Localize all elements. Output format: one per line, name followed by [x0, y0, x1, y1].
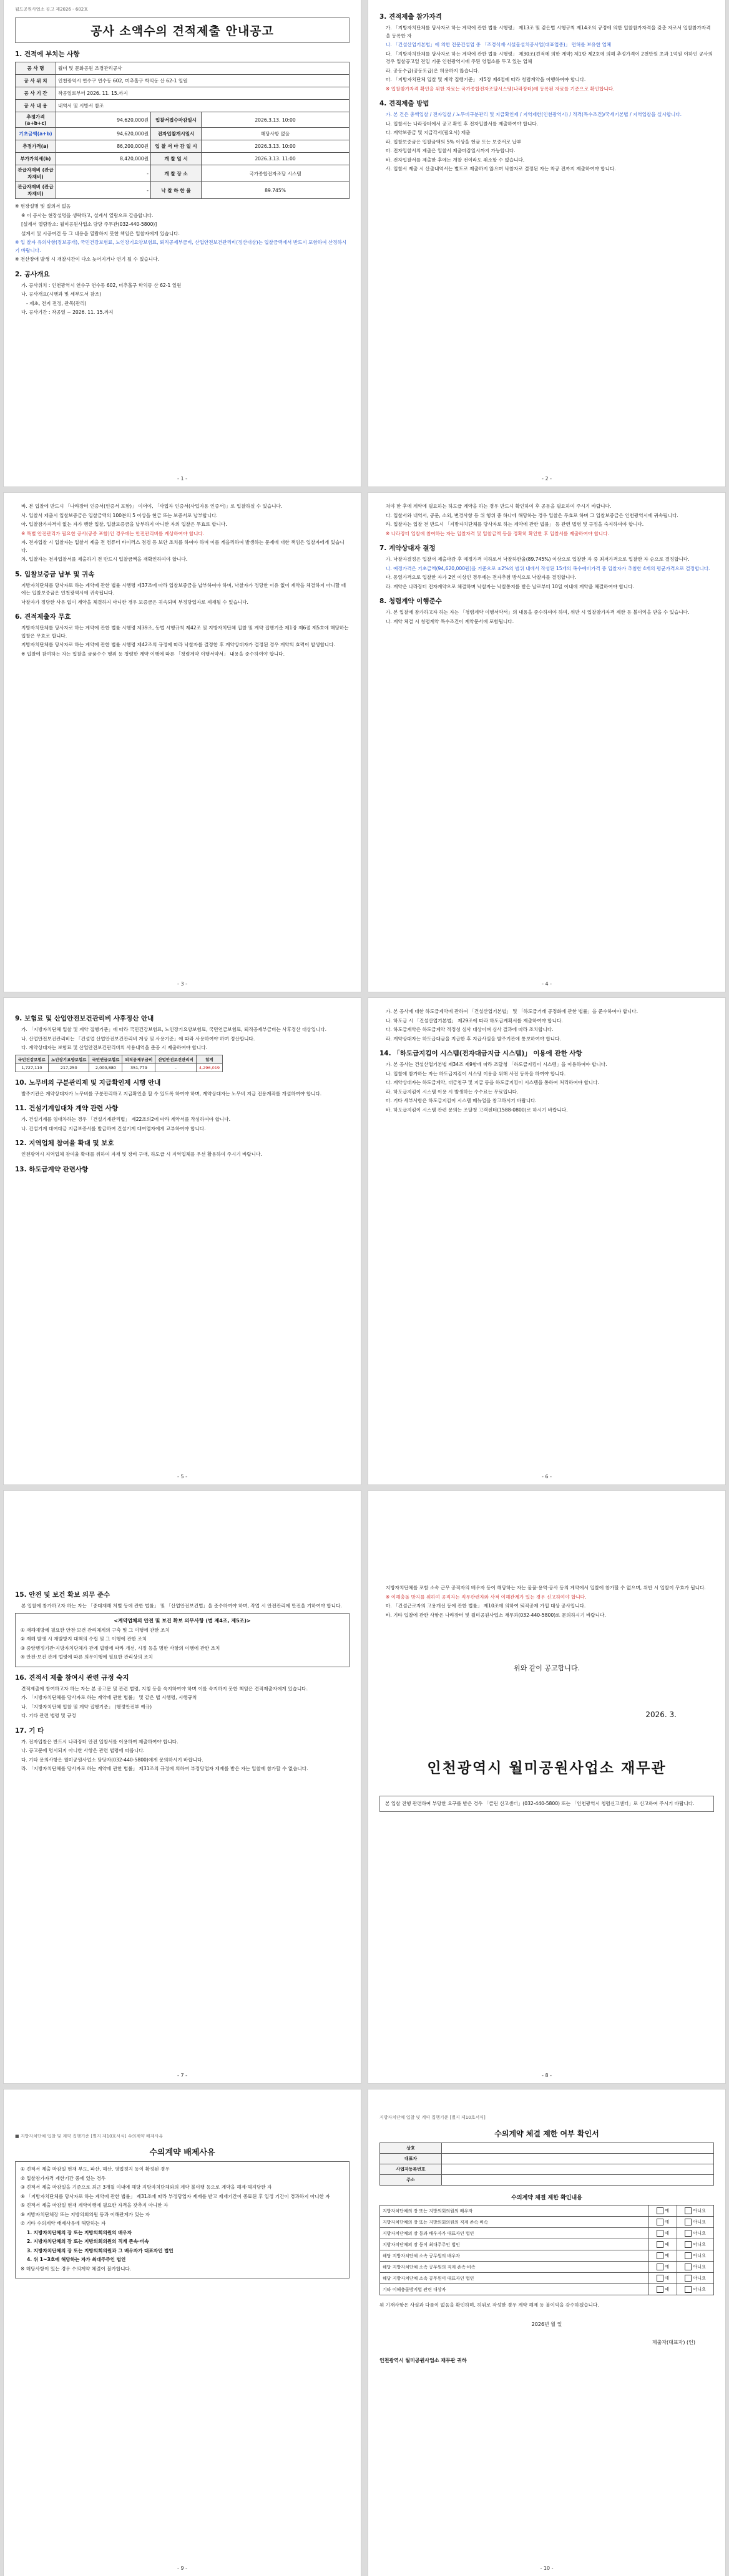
- keeper-item: 마. 기타 세부사항은 하도급지킴이 시스템 매뉴얼을 참고하시기 바랍니다.: [386, 1098, 537, 1103]
- check-table: [379, 2205, 714, 2295]
- method-item: 마. 전자입찰서의 제출은 입찰서 제출마감일시까지 가능합니다.: [386, 148, 516, 153]
- yes-checkbox[interactable]: [649, 2250, 677, 2262]
- bid-item: 라. 입찰자는 입찰 전 반드시 「지방자치단체를 당사자로 하는 계약에 관한 법률」 등 관련 법령 및 규정을 숙지하여야 합니다.: [386, 521, 644, 527]
- cell-value: 국가종합전자조달 시스템: [202, 165, 350, 182]
- etc-item: 라. 「지방자치단체를 당사자로 하는 계약에 관한 법률」 제31조의 규정에 의하여 부정당업자 제재를 받은 자는 입찰에 참가할 수 없습니다.: [21, 1766, 308, 1771]
- section-4-title: 4. 견적제출 방법: [379, 100, 429, 107]
- invalid-item: 지방자치단체를 당사자로 하는 계약에 관한 법률 시행령 제39조, 동법 시행규칙 제42조 및 지방자치단체 입찰 및 계약 집행기준 제1장 제6절 제5호에 해당하는 입찰은 무효로 합니다.: [21, 625, 349, 639]
- subcontract-item: 가. 본 공사에 대한 하도급계약에 관하여 「건설산업기본법」 및 「하도급거래 공정화에 관한 법률」을 준수하여야 합니다.: [386, 1009, 638, 1014]
- keeper-item: 가. 본 공사는 건설산업기본법 제34조 제9항에 따라 조달청 「하도급지킴이 시스템」을 이용하여야 합니다.: [386, 1062, 607, 1067]
- deposit-item: 낙찰자가 정당한 사유 없이 계약을 체결하지 아니한 경우 보증금은 귀속되며 부정당업자로 제재될 수 있습니다.: [21, 599, 248, 605]
- overview-item: 나. 공사개요(시행과 및 세부도서 참조): [21, 291, 102, 297]
- etc-item: 지방자치단체를 포함 소속 근무 공직자의 배우자 등이 해당하는 자는 물품·용역·공사 등의 계약에서 입찰에 참가할 수 없으며, 위반 시 입찰이 무효가 됩니다.: [386, 1585, 706, 1591]
- etc-item: 가. 전자입찰은 반드시 나라장터 안전 입찰서를 이용하여 제출하여야 합니다.: [21, 1738, 179, 1745]
- no-label: 아니요: [693, 2264, 706, 2270]
- qualification-item: 다. 「지방자치단체를 당사자로 하는 계약에 관한 법률 시행령」 제30조(견적에 의한 계약) 제1항 제2호에 의해 추정가격이 2천만원 초과 1억원 이하인 공사의 경우 입찰공고일 전일 기준 인천광역시에 주된 영업소를 두고 있는 업체: [386, 51, 713, 64]
- method-item: 나. 입찰서는 나라장터에서 공고 확인 후 전자입찰서를 제출하여야 합니다.: [386, 120, 539, 127]
- section-10-title: 10. 노무비의 구분관리제 및 지급확인제 시행 안내: [15, 1078, 161, 1087]
- no-label: 아니요: [693, 2253, 706, 2259]
- no-label: 아니요: [693, 2208, 706, 2214]
- section-3-title: 3. 견적제출 참가자격: [379, 13, 442, 21]
- page-number: - 10 -: [540, 2565, 554, 2571]
- cell-label: 전자입찰개시일시: [151, 128, 202, 140]
- section-9-title: 9. 보험료 및 산업안전보건관리비 사후정산 안내: [15, 1015, 154, 1022]
- section-14-title: 14. 「하도급지킴이 시스템(전자대금지급 시스템)」 이용에 관한 사항: [379, 1050, 582, 1057]
- field-label: 상호: [380, 2143, 442, 2154]
- duty-item: ④ 안전·보건 관계 법령에 따른 의무이행에 필요한 관리상의 조치: [21, 1654, 153, 1660]
- no-label: 아니요: [693, 2242, 706, 2247]
- check-item: 기타 이해충돌방지법 관련 대상자: [380, 2284, 649, 2295]
- note: 설계서 및 시공여건 등 그 내용을 열람하지 못한 책임은 입찰자에게 있습니다.: [21, 230, 180, 236]
- closing-statement: 위와 같이 공고합니다.: [513, 1664, 580, 1672]
- qualification-item: 라. 공동수급(공동도급)은 허용하지 않습니다.: [386, 67, 480, 74]
- yes-label: 예: [665, 2219, 669, 2225]
- table-cell: 217,250: [48, 1063, 89, 1072]
- exclusion-item: ① 견적서 제출 마감일 현재 부도, 파산, 해산, 영업정지 등이 확정된 경우: [21, 2166, 170, 2172]
- insurance-item: 가. 「지방자치단체 입찰 및 계약 집행기준」에 따라 국민건강보험료, 노인장기요양보험료, 국민연금보험료, 퇴직공제부금비는 사후정산 대상입니다.: [21, 1027, 327, 1032]
- sign-date: 2026년 월 일: [531, 2321, 562, 2327]
- table-header: 합계: [196, 1055, 222, 1063]
- yes-checkbox[interactable]: [649, 2273, 677, 2284]
- cell-label: 공 사 기 간: [16, 87, 56, 100]
- note: ※ 이 공사는 현장설명을 생략하고, 설계서 열람으로 갈음합니다.: [21, 212, 154, 218]
- address-field[interactable]: [442, 2175, 714, 2186]
- qualification-item: ※ 입찰참가자격 확인을 위한 자료는 국가종합전자조달시스템(나라장터)에 등록된 자료를 기준으로 확인합니다.: [386, 85, 615, 92]
- method-item: 바. 전자입찰서를 제출한 후에는 개찰 전이라도 취소할 수 없습니다.: [386, 157, 525, 163]
- page-10: [368, 2089, 725, 2576]
- rules-item: 다. 기타 관련 법령 및 규정: [21, 1713, 76, 1718]
- duty-item: ① 재해예방에 필요한 안전·보건 관리체계의 구축 및 그 이행에 관한 조치: [21, 1627, 170, 1633]
- etc-item: 바. 기타 입찰에 관한 사항은 나라장터 및 월미공원사업소 재무과(032-440-5800)로 문의하시기 바랍니다.: [386, 1612, 606, 1618]
- cell-label: 입 찰 서 마 감 일 시: [151, 140, 202, 153]
- page-9: [4, 2089, 361, 2576]
- report-note: 본 입찰 진행 관련하여 부당한 요구를 받은 경우 「클린 신고센터」(032-440-5800) 또는 「인천광역시 청렴신고센터」로 신고하여 주시기 바랍니다.: [379, 1796, 714, 1812]
- qualification-item: 마. 「지방자치단체 입찰 및 계약 집행기준」 제5장 제4절에 따라 청렴계약을 이행하여야 합니다.: [386, 77, 586, 82]
- applicant-table: [379, 2143, 714, 2186]
- doc-label: 월드공원사업소 공고 제2026 - 602호: [15, 7, 88, 12]
- insurance-item: 다. 계약상대자는 보험료 및 산업안전보건관리비의 사용내역을 준공 시 제출하여야 합니다.: [21, 1045, 207, 1050]
- cell-label: 공 사 내 용: [16, 100, 56, 112]
- decide-item: 다. 동일가격으로 입찰한 자가 2인 이상인 경우에는 전자추첨 방식으로 낙찰자를 결정합니다.: [386, 574, 577, 580]
- exclusion-title: 수의계약 배제사유: [149, 2148, 215, 2157]
- integrity-item: 나. 계약 체결 시 청렴계약 특수조건이 계약문서에 포함됩니다.: [386, 618, 514, 624]
- subcontract-item: 다. 하도급계약은 하도급계약 적정성 심사 대상이며 심사 결과에 따라 조치합니다.: [386, 1027, 554, 1032]
- page-number: - 7 -: [177, 2073, 187, 2078]
- table-cell: 2,000,880: [89, 1063, 122, 1072]
- bid-item: 아. 입찰참가자격이 없는 자가 행한 입찰, 입찰보증금을 납부하지 아니한 자의 입찰은 무효로 합니다.: [21, 521, 227, 527]
- cell-value: 착공일로부터 2026. 11. 15.까지: [56, 87, 350, 100]
- field-label: 대표자: [380, 2154, 442, 2164]
- cell-label: 공 사 명: [16, 62, 56, 75]
- cell-label: 부가가치세(b): [16, 153, 56, 165]
- cell-label: 관급자재비 (관급자재비): [16, 182, 56, 199]
- no-label: 아니요: [693, 2287, 706, 2292]
- page-number: - 3 -: [177, 981, 187, 987]
- no-checkbox[interactable]: [677, 2273, 714, 2284]
- no-checkbox[interactable]: [677, 2228, 714, 2239]
- section-15-title: 15. 안전 및 보건 확보 의무 준수: [15, 1591, 110, 1599]
- insurance-table: [15, 1055, 223, 1072]
- method-item: 사. 입찰서 제출 시 산출내역서는 별도로 제출하지 않으며 낙찰자로 결정된 자는 착공 전까지 제출하여야 합니다.: [386, 166, 616, 172]
- cell-value: -: [56, 165, 151, 182]
- page-number: - 1 -: [177, 476, 187, 482]
- check-item: 지방자치단체의 장 또는 지방의회의원의 배우자: [380, 2206, 649, 2217]
- yes-label: 예: [665, 2287, 669, 2292]
- exclusion-item: 3. 지방자치단체의 장 또는 지방의회의원과 그 배우자가 대표자인 법인: [27, 2247, 174, 2254]
- cell-value: 86,200,000원: [56, 140, 151, 153]
- page-3: [4, 493, 361, 992]
- cell-value: 2026.3.13. 10:00: [202, 140, 350, 153]
- check-item: 해당 지방자치단체 소속 공무원의 직계 존속·비속: [380, 2262, 649, 2273]
- section-12-title: 12. 지역업체 참여율 확대 및 보호: [15, 1140, 114, 1147]
- page-8: [368, 1491, 725, 2083]
- cell-label: 개 찰 일 시: [151, 153, 202, 165]
- recipient: 인천광역시 월미공원사업소 재무관 귀하: [379, 2357, 467, 2363]
- form-title: 수의계약 체결 제한 여부 확인서: [494, 2129, 599, 2138]
- contract-info-table: [15, 62, 350, 199]
- box-title: <계약업체의 안전 및 보건 확보 의무사항 (법 제4조, 제5조)>: [114, 1617, 251, 1624]
- confirm-statement: 위 기재사항은 사실과 다름이 없음을 확인하며, 허위로 작성한 경우 계약 해제 등 불이익을 감수하겠습니다.: [379, 2302, 599, 2308]
- issuer-name: 인천광역시 월미공원사업소 재무관: [427, 1760, 667, 1776]
- bid-item: 사. 입찰서 제출시 입찰보증금은 입찰금액의 100분의 5 이상을 현금 또는 보증서로 납부합니다.: [21, 512, 218, 518]
- etc-item: 마. 「건설근로자의 고용개선 등에 관한 법률」 제10조에 의하여 퇴직공제 가입 대상 공사입니다.: [386, 1603, 586, 1609]
- yes-checkbox[interactable]: [649, 2228, 677, 2239]
- exclusion-item: 1. 지방자치단체의 장 또는 지방의회의원의 배우자: [27, 2229, 132, 2235]
- cell-value: 해당사항 없음: [202, 128, 350, 140]
- section-16-title: 16. 견적서 제출 참여시 관련 규정 숙지: [15, 1673, 129, 1682]
- exclusion-box: [15, 2161, 350, 2278]
- keeper-item: 바. 하도급지킴이 시스템 관련 문의는 조달청 고객센터(1588-0800)로 하시기 바랍니다.: [386, 1106, 568, 1113]
- cell-value: 인천광역시 연수구 연수동 602, 미추홀구 학익동 산 62-1 일원: [56, 75, 350, 87]
- subcontract-item: 나. 하도급 시 「건설산업기본법」 제29조에 따라 하도급계획서를 제출하여야 합니다.: [386, 1017, 563, 1024]
- section-11-title: 11. 건설기계임대차 계약 관련 사항: [15, 1105, 119, 1112]
- labor-item: 발주기관은 계약상대자가 노무비를 구분관리하고 지급확인을 할 수 있도록 하여야 하며, 계약상대자는 노무비 지급 전용계좌를 개설하여야 합니다.: [21, 1090, 322, 1097]
- section-6-title: 6. 견적제출자 무효: [15, 613, 71, 621]
- cell-value: 2026.3.13. 11:00: [202, 153, 350, 165]
- method-item: 가. 본 건은 총액입찰 / 전자입찰 / 노무비구분관리 및 지급확인제 / 지역제한(인천광역시) / 적격(특수조건)/국세기본법 / 지역입찰을 실시합니다.: [386, 112, 682, 117]
- note: [설계서 열람장소: 월미공원사업소 담당 주무관(032-440-5800)]: [21, 221, 157, 227]
- exclusion-item: ② 입찰참가자격 제한기간 중에 있는 경우: [21, 2175, 106, 2181]
- table-header: 노인장기요양보험료: [48, 1055, 89, 1063]
- section-13-title: 13. 하도급계약 관련사항: [15, 1165, 89, 1173]
- cell-label: 기초금액(a+b): [16, 128, 56, 140]
- signer-line[interactable]: 제출자(대표자) (인): [652, 2339, 695, 2345]
- duty-item: ② 재해 발생 시 재발방지 대책의 수립 및 그 이행에 관한 조치: [21, 1636, 147, 1642]
- check-item: 해당 지방자치단체 소속 공무원의 배우자: [380, 2250, 649, 2262]
- page-number: - 2 -: [542, 476, 552, 482]
- no-label: 아니요: [693, 2275, 706, 2281]
- keeper-item: 다. 계약상대자는 하도급계약, 대금청구 및 지급 등을 하도급지킴이 시스템을 통하여 처리하여야 합니다.: [386, 1080, 599, 1085]
- field-label: 사업자등록번호: [380, 2164, 442, 2175]
- rules-item: 나. 「지방자치단체 입찰 및 계약 집행기준」 (행정안전부 예규): [21, 1703, 152, 1710]
- yes-label: 예: [665, 2230, 669, 2236]
- business-number-field[interactable]: [442, 2164, 714, 2175]
- section-8-title: 8. 청렴계약 이행준수: [379, 598, 442, 605]
- page-number: - 8 -: [542, 2073, 552, 2078]
- page-number: - 4 -: [542, 981, 552, 987]
- bid-item: ※ 나라장터 입찰에 참여하는 자는 입찰자격 및 입찰금액 등을 정확히 확인한 후 입찰서를 제출하여야 합니다.: [386, 530, 609, 536]
- field-label: 주소: [380, 2175, 442, 2186]
- page-number: - 5 -: [177, 1474, 187, 1479]
- bid-item: 바. 본 입찰에 반드시 「나라장터 인증서(인증서 포함)」 이어야, 「사업자 인증서(사업자용 인증서)」로 입찰하실 수 있습니다.: [21, 503, 283, 509]
- etc-item: 다. 기타 문의사항은 월미공원사업소 담당자(032-440-5800)에게 문의하시기 바랍니다.: [21, 1756, 203, 1763]
- section-1-title: 1. 견적에 부치는 사항: [15, 51, 80, 58]
- qualification-item: 가. 「지방자치단체를 당사자로 하는 계약에 관한 법률 시행령」 제13조 및 같은법 시행규칙 제14조의 규정에 의한 입찰참가자격을 갖춘 자로서 입찰참가자격을 등록한 자: [386, 25, 711, 39]
- yes-checkbox[interactable]: [649, 2284, 677, 2295]
- yes-label: 예: [665, 2275, 669, 2281]
- section-5-title: 5. 입찰보증금 납부 및 귀속: [15, 570, 95, 578]
- no-checkbox[interactable]: [677, 2262, 714, 2273]
- form-header: ■ 지방자치단체 입찰 및 계약 집행기준 [별지 제10호서식] 수의계약 배제사유: [15, 2134, 164, 2139]
- no-checkbox[interactable]: [677, 2250, 714, 2262]
- rules-item: 견적제출에 참여하고자 하는 자는 본 공고문 및 관련 법령, 지침 등을 숙지하여야 하며 이를 숙지하지 못한 책임은 견적제출자에게 있습니다.: [21, 1685, 308, 1692]
- machine-item: 가. 건설기계를 임대차하는 경우 「건설기계관리법」 제22조의2에 따라 계약서를 작성하여야 합니다.: [21, 1116, 230, 1122]
- bid-item: ※ 특별 안전관리가 필요한 공사(공종 포함)인 경우에는 안전관리비를 계상하여야 합니다.: [21, 530, 205, 536]
- subcontract-item: 라. 계약상대자는 하도급대금을 지급한 후 지급사실을 발주기관에 통보하여야 합니다.: [386, 1035, 561, 1042]
- overview-item: - 제초, 전지 전정, 관목(관리): [26, 300, 87, 306]
- table-header: 국민건강보험료: [16, 1055, 49, 1063]
- etc-item: ※ 이해충돌 방지를 위하여 공직자는 직무관련자와 사적 이해관계가 있는 경우 신고하여야 합니다.: [386, 1594, 587, 1600]
- yes-checkbox[interactable]: [649, 2217, 677, 2228]
- overview-item: 다. 공사기간 : 착공일 ~ 2026. 11. 15.까지: [21, 309, 114, 315]
- check-item: 지방자치단체의 장 또는 지방의회의원의 직계 존속·비속: [380, 2217, 649, 2228]
- page-5: [4, 998, 361, 1484]
- company-field[interactable]: [442, 2143, 714, 2154]
- cell-value: 내역서 및 시방서 참조: [56, 100, 350, 112]
- yes-label: 예: [665, 2242, 669, 2247]
- safety-duty-box: [15, 1613, 350, 1667]
- cell-value: 월미 및 문화공원 조경관리공사: [56, 62, 350, 75]
- cell-label: 관급자재비 (관급자재비): [16, 165, 56, 182]
- table-cell: -: [155, 1063, 197, 1072]
- keeper-item: 나. 입찰에 참가하는 자는 하도급지킴이 시스템 이용을 위해 사전 등록을 하여야 합니다.: [386, 1070, 566, 1077]
- etc-item: 나. 공고문에 명시되지 아니한 사항은 관련 법령에 따릅니다.: [21, 1748, 145, 1753]
- representative-field[interactable]: [442, 2154, 714, 2164]
- cell-label: 추정가격(a): [16, 140, 56, 153]
- local-item: 인천광역시 지역업체 참여율 확대를 위하여 자재 및 장비 구매, 하도급 시 지역업체를 우선 활용하여 주시기 바랍니다.: [21, 1151, 262, 1157]
- exclusion-item: ※ 해당사항이 있는 경우 수의계약 체결이 불가합니다.: [21, 2265, 132, 2272]
- section-2-title: 2. 공사개요: [15, 270, 50, 278]
- table-cell: 4,296,019: [196, 1063, 222, 1072]
- cell-value: 94,620,000원: [56, 112, 151, 128]
- bid-item: 쳐야 한 후에 계약에 필요하는 하도급 계약을 하는 경우 반드시 확인하여 후 공동을 필요하여 주시기 바랍니다.: [386, 503, 612, 509]
- method-item: 라. 입찰보증금은 입찰금액의 5% 이상을 현금 또는 보증서로 납부: [386, 138, 522, 145]
- decide-item: 라. 계약은 나라장터 전자계약으로 체결하며 낙찰자는 낙찰통지를 받은 날로부터 10일 이내에 계약을 체결하여야 합니다.: [386, 583, 634, 589]
- no-checkbox[interactable]: [677, 2284, 714, 2295]
- yes-label: 예: [665, 2253, 669, 2259]
- check-section-title: 수의계약 체결 제한 확인내용: [511, 2195, 582, 2201]
- cell-value: 94,620,000원: [56, 128, 151, 140]
- decide-item: 가. 낙찰자결정은 입찰서 제출마감 후 예정가격 이하로서 낙찰하한율(89.745%) 이상으로 입찰한 자 중 최저가격으로 입찰한 자 순으로 결정합니다.: [386, 556, 690, 562]
- yes-checkbox[interactable]: [649, 2262, 677, 2273]
- notice-title: 공사 소액수의 견적제출 안내공고: [15, 17, 350, 43]
- section-7-title: 7. 계약상대자 결정: [379, 545, 436, 552]
- cell-value: 2026.3.13. 10:00: [202, 112, 350, 128]
- machine-item: 나. 건설기계 대여대금 지급보증서를 발급하여 건설기계 대여업자에게 교부하여야 합니다.: [21, 1125, 206, 1131]
- exclusion-item: ⑤ 견적서 제출 마감일 현재 계약이행에 필요한 자격을 갖추지 아니한 자: [21, 2202, 169, 2208]
- bid-item: 자. 전자입찰 시 입찰자는 입찰서 제출 전 컴퓨터 바이러스 점검 등 보안 조치를 하여야 하며 이를 게을리하여 발생하는 문제에 대한 책임은 입찰자에게 있습니다.: [21, 540, 345, 553]
- cell-label: 공 사 위 치: [16, 75, 56, 87]
- page-6: [368, 998, 725, 1484]
- rules-item: 가. 「지방자치단체를 당사자로 하는 계약에 관한 법률」 및 같은 법 시행령, 시행규칙: [21, 1695, 197, 1700]
- page-number: - 6 -: [542, 1474, 552, 1479]
- table-cell: 1,727,110: [16, 1063, 49, 1072]
- check-item: 지방자치단체의 장 등과 배우자가 대표자인 법인: [380, 2228, 649, 2239]
- duty-item: ③ 중앙행정기관·지방자치단체가 관계 법령에 따라 개선, 시정 등을 명한 사항의 이행에 관한 조치: [21, 1645, 220, 1651]
- no-checkbox[interactable]: [677, 2217, 714, 2228]
- exclusion-item: ⑦ 기타 수의계약 배제사유에 해당하는 자: [21, 2220, 106, 2226]
- exclusion-item: ③ 견적서 제출 마감일을 기준으로 최근 3개월 이내에 해당 지방자치단체와의 계약 불이행 등으로 계약을 해제·해지당한 자: [21, 2184, 272, 2190]
- qualification-item: 나. 「건설산업기본법」에 의한 전문건설업 중 「조경식재·시설물설치공사업(대표업종)」 면허를 보유한 업체: [386, 42, 612, 47]
- notice-date: 2026. 3.: [645, 1710, 677, 1719]
- no-label: 아니요: [693, 2230, 706, 2236]
- cell-label: 입찰서접수마감일시: [151, 112, 202, 128]
- bid-item: 차. 입찰자는 전자입찰서를 제출하기 전 반드시 입찰금액을 재확인하여야 합니다.: [21, 556, 188, 562]
- no-label: 아니요: [693, 2219, 706, 2225]
- bid-item: 다. 입찰서와 내역서, 공문, 소외, 변경사항 등 위 행위 중 하나에 해당하는 경우 입찰은 무효로 하며 그 입찰보증금은 인천광역시에 귀속됩니다.: [386, 512, 678, 518]
- page-7: [4, 1491, 361, 2083]
- page-4: [368, 493, 725, 992]
- table-header: 국민연금보험료: [89, 1055, 122, 1063]
- note: ※ 현장설명 및 질의서 없음: [15, 203, 71, 209]
- decide-item: 나. 예정가격은 기초금액(94,620,000원)을 기준으로 ±2%의 범위 내에서 작성된 15개의 복수예비가격 중 입찰자가 추첨한 4개의 평균가격으로 결정합니다.: [386, 565, 710, 571]
- no-checkbox[interactable]: [677, 2239, 714, 2250]
- exclusion-item: 2. 지방자치단체의 장 또는 지방의회의원의 직계 존속·비속: [27, 2239, 149, 2244]
- invalid-item: ※ 입찰에 참여하는 자는 입찰을 금품수수 행위 등 청렴한 계약 이행에 따른 「청렴계약 이행서약서」 내용을 준수하여야 합니다.: [21, 651, 285, 657]
- cell-label: 낙 찰 하 한 율: [151, 182, 202, 199]
- exclusion-item: 4. 위 1~3호에 해당하는 자가 최대주주인 법인: [27, 2257, 126, 2262]
- cell-value: 8,420,000원: [56, 153, 151, 165]
- overview-item: 가. 공사위치 : 인천광역시 연수구 연수동 602, 미추홀구 학익동 산 62-1 일원: [21, 282, 182, 288]
- keeper-item: 라. 하도급지킴이 시스템 이용 시 발생하는 수수료는 무료입니다.: [386, 1088, 519, 1095]
- table-header: 산업안전보건관리비: [155, 1055, 197, 1063]
- check-item: 지방자치단체의 장 등이 최대주주인 법인: [380, 2239, 649, 2250]
- safety-item: 본 입찰에 참가하고자 하는 자는 「중대재해 처벌 등에 관한 법률」 및 「산업안전보건법」을 준수하여야 하며, 작업 시 안전관리에 만전을 기하여야 합니다.: [21, 1603, 342, 1609]
- cell-label: 개 찰 장 소: [151, 165, 202, 182]
- form-header: 지방자치단체 입찰 및 계약 집행기준 [별지 제10호서식]: [379, 2115, 486, 2120]
- section-17-title: 17. 기 타: [15, 1726, 44, 1735]
- exclusion-item: ④ 「지방자치단체를 당사자로 하는 계약에 관한 법률」 제31조에 따라 부정당업자 제재를 받고 제재기간이 종료된 후 일정 기간이 경과하지 아니한 자: [21, 2193, 330, 2199]
- yes-checkbox[interactable]: [649, 2206, 677, 2217]
- table-cell: 351,779: [122, 1063, 155, 1072]
- page-2: [368, 0, 725, 487]
- cell-value: 89.745%: [202, 182, 350, 199]
- cell-label: 추정가격 (a+b+c): [16, 112, 56, 128]
- exclusion-item: ⑥ 지방자치단체장 또는 지방의회의원 등과 이해관계가 있는 자: [21, 2211, 150, 2217]
- invalid-item: 지방자치단체를 당사자로 하는 계약에 관한 법률 시행령 제42조의 규정에 따라 낙찰자를 결정한 후 계약상대자가 결정된 경우 계약의 효력이 발생합니다.: [21, 642, 335, 647]
- integrity-item: 가. 본 입찰에 참가하고자 하는 자는 「청렴계약 이행서약서」의 내용을 준수하여야 하며, 위반 시 입찰참가자격 제한 등 불이익을 받을 수 있습니다.: [386, 609, 690, 615]
- note: ※ 입 찰자 유의사항(정보공개), 국민건강보험료, 노인장기요양보험료, 퇴직공제부금비, 산업안전보건관리비(정산대상)는 입찰금액에서 반드시 포함하여 산정하시기 바랍니다.: [15, 240, 347, 253]
- no-checkbox[interactable]: [677, 2206, 714, 2217]
- deposit-item: 지방자치단체를 당사자로 하는 계약에 관한 법률 시행령 제37조에 따라 입찰보증금을 납부하여야 하며, 낙찰자가 정당한 이유 없이 계약을 체결하지 아니할 때에는 입찰보증금은 인천광역시에 귀속됩니다.: [21, 582, 346, 596]
- page-1: [4, 0, 361, 487]
- yes-checkbox[interactable]: [649, 2239, 677, 2250]
- check-item: 해당 지방자치단체 소속 공무원이 대표자인 법인: [380, 2273, 649, 2284]
- cell-value: -: [56, 182, 151, 199]
- note: ※ 전산장애 발생 시 개찰시간이 다소 늦어지거나 연기 될 수 있습니다.: [15, 256, 159, 262]
- table-header: 퇴직공제부금비: [122, 1055, 155, 1063]
- yes-label: 예: [665, 2264, 669, 2270]
- page-number: - 9 -: [177, 2565, 187, 2571]
- method-item: 다. 계약보증금 및 지급각서(필요시) 제출: [386, 130, 471, 135]
- yes-label: 예: [665, 2208, 669, 2214]
- insurance-item: 나. 산업안전보건관리비는 「건설업 산업안전보건관리비 계상 및 사용기준」에 따라 사용하여야 하며 정산합니다.: [21, 1035, 255, 1042]
